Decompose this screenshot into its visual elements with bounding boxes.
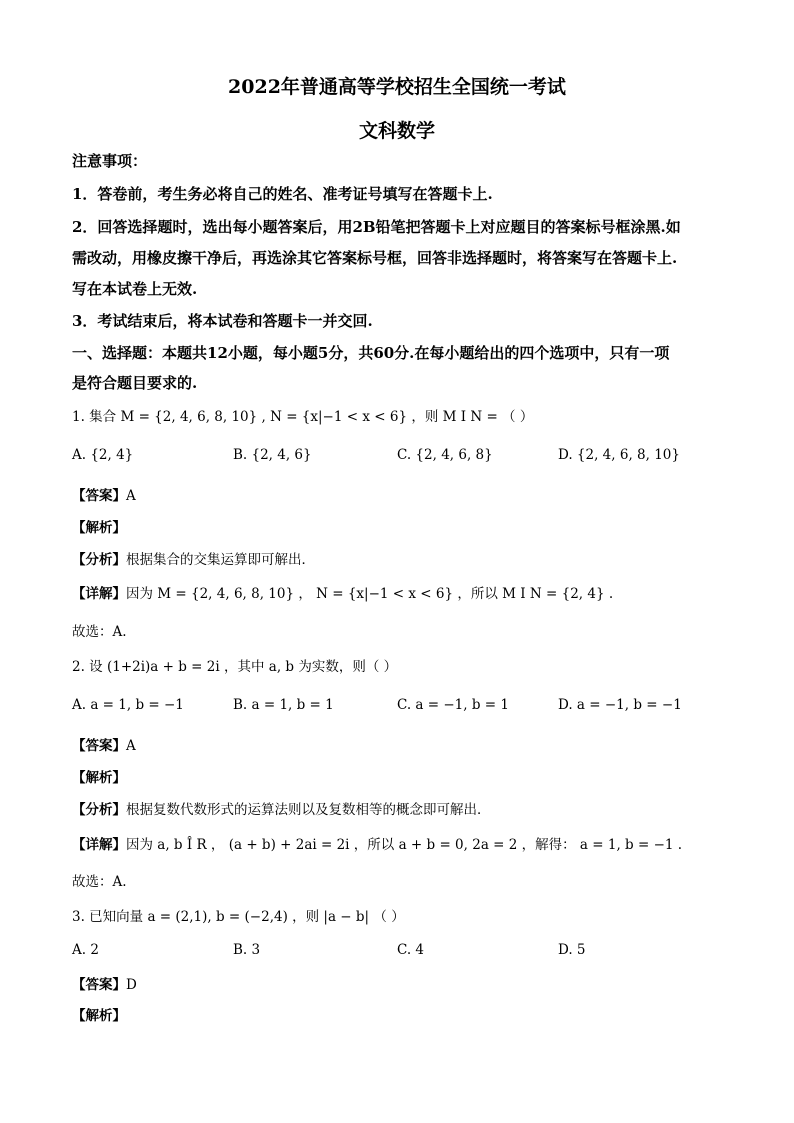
question-2-detail — [72, 833, 682, 853]
question-3-option-d: D. 5 — [558, 942, 586, 958]
question-1-option-b: B. {2, 4, 6} — [233, 447, 312, 463]
question-1-fenxi — [72, 548, 315, 568]
notice-item-1: 1．答卷前，考生务必将自己的姓名、准考证号填写在答题卡上. — [72, 185, 493, 203]
question-2-conclusion: 故选：A. — [72, 874, 127, 890]
question-2-option-a: A. a = 1, b = −1 — [72, 697, 184, 713]
question-1-option-c: C. {2, 4, 6, 8} — [397, 447, 493, 463]
notice-heading: 注意事项： — [72, 152, 148, 170]
section-heading: 一、选择题：本题共12小题，每小题5分，共60分.在每小题给出的四个选项中，只有一项 — [72, 344, 670, 362]
analysis-label: 【解析】 — [72, 520, 126, 536]
answer-value: A — [126, 488, 136, 504]
section-heading-cont: 是符合题目要求的. — [72, 374, 198, 392]
question-2-answer — [72, 734, 136, 754]
question-1-detail — [72, 582, 613, 602]
detail-label: 【详解】 — [72, 586, 126, 602]
question-1-option-d: D. {2, 4, 6, 8, 10} — [558, 447, 680, 463]
notice-item-3: 3．考试结束后，将本试卷和答题卡一并交回. — [72, 312, 373, 330]
question-2-option-d: D. a = −1, b = −1 — [558, 697, 682, 713]
exam-title: 2022年普通高等学校招生全国统一考试 — [228, 76, 566, 98]
question-1-analysis — [72, 516, 126, 536]
notice-item-2-cont: 需改动，用橡皮擦干净后，再选涂其它答案标号框，回答非选择题时，将答案写在答题卡上. — [72, 249, 678, 267]
analysis-label: 【解析】 — [72, 770, 126, 786]
question-2-option-c: C. a = −1, b = 1 — [397, 697, 509, 713]
notice-item-2-end: 写在本试卷上无效. — [72, 280, 198, 298]
exam-subtitle: 文科数学 — [358, 120, 435, 142]
question-3-option-a: A. 2 — [72, 942, 99, 958]
detail-label: 【详解】 — [72, 837, 126, 853]
analysis-label: 【解析】 — [72, 1008, 126, 1024]
question-1-conclusion: 故选：A. — [72, 624, 127, 640]
answer-label: 【答案】 — [72, 977, 126, 993]
detail-text: 因为 M = {2, 4, 6, 8, 10} ， N = {x|−1 < x < 6} ，所以 M I N = {2, 4} . — [126, 586, 614, 602]
question-2-option-b: B. a = 1, b = 1 — [233, 697, 334, 713]
question-1-answer — [72, 484, 136, 504]
answer-label: 【答案】 — [72, 488, 126, 504]
question-2-analysis — [72, 766, 126, 786]
fenxi-text: 根据复数代数形式的运算法则以及复数相等的概念即可解出． — [126, 802, 491, 818]
answer-value: A — [126, 738, 136, 754]
question-3-analysis — [72, 1004, 126, 1024]
question-3-option-c: C. 4 — [397, 942, 425, 958]
question-2-stem: 2. 设 (1+2i)a + b = 2i ，其中 a, b 为实数，则（ ） — [72, 659, 398, 675]
notice-item-2: 2．回答选择题时，选出每小题答案后，用2B铅笔把答题卡上对应题目的答案标号框涂黑.如 — [72, 218, 681, 236]
fenxi-label: 【分析】 — [72, 802, 126, 818]
question-1-option-a: A. {2, 4} — [72, 447, 134, 463]
detail-text: 因为 a, b Î R ， (a + b) + 2ai = 2i ，所以 a + b = 0, 2a = 2 ，解得： a = 1, b = −1 . — [126, 837, 683, 853]
answer-label: 【答案】 — [72, 738, 126, 754]
question-3-stem: 3. 已知向量 a = (2,1), b = (−2,4) ，则 |a − b| （ ） — [72, 909, 405, 925]
question-2-fenxi — [72, 798, 491, 818]
question-3-answer — [72, 973, 137, 993]
question-3-option-b: B. 3 — [233, 942, 261, 958]
fenxi-text: 根据集合的交集运算即可解出． — [126, 552, 315, 568]
answer-value: D — [126, 977, 137, 993]
question-1-stem: 1. 集合 M = {2, 4, 6, 8, 10} , N = {x|−1 < x < 6} ，则 M I N = （ ） — [72, 409, 534, 425]
fenxi-label: 【分析】 — [72, 552, 126, 568]
